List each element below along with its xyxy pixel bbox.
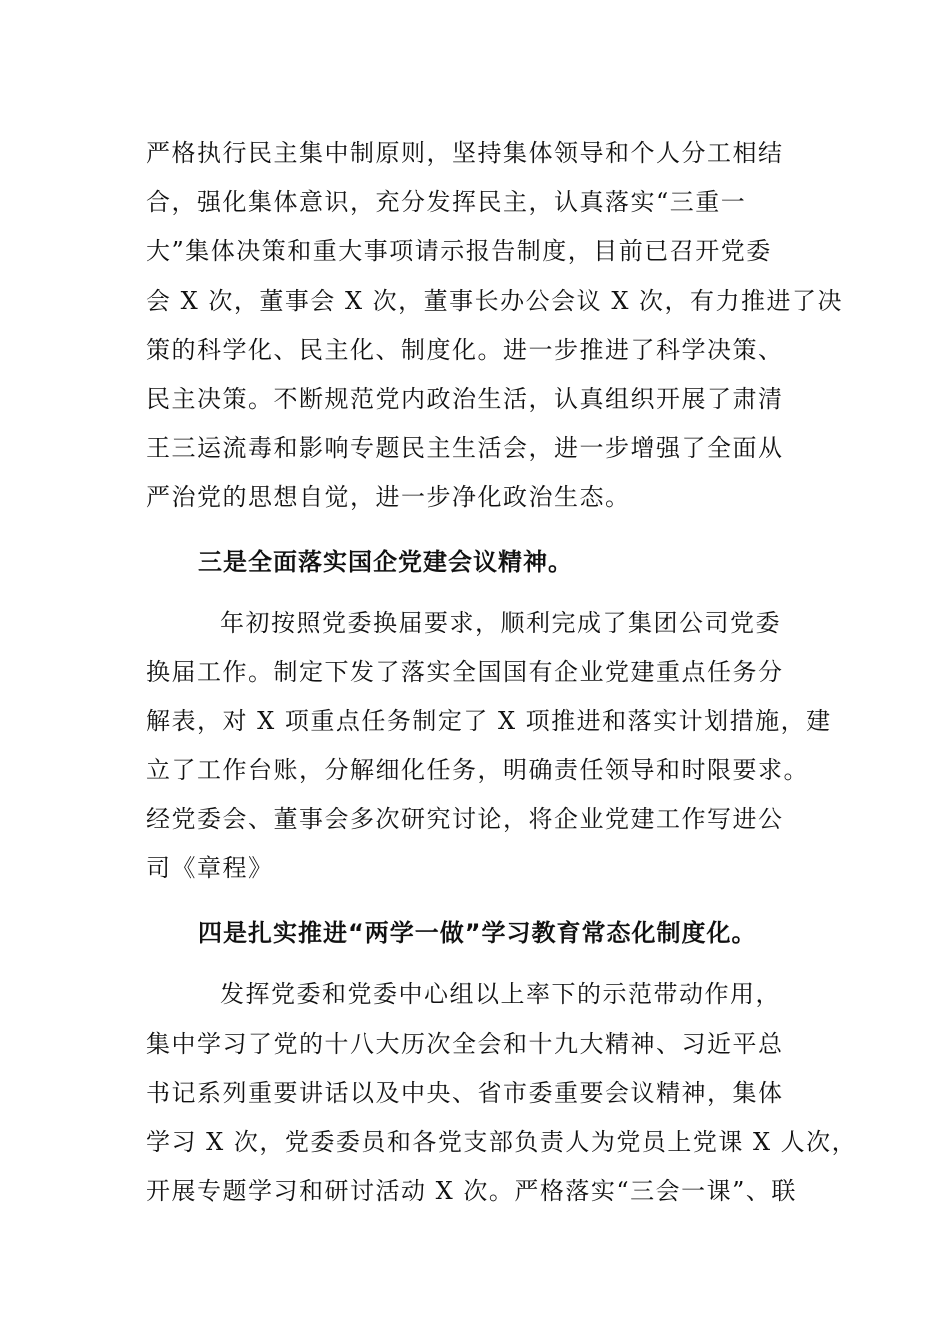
- paragraph-line: 书记系列重要讲话以及中央、省市委重要会议精神，集体: [146, 1079, 784, 1107]
- paragraph-line: 换届工作。制定下发了落实全国国有企业党建重点任务分: [146, 658, 784, 686]
- section-heading-4: 四是扎实推进“两学一做”学习教育常态化制度化。: [198, 919, 757, 947]
- paragraph-line: 策的科学化、民主化、制度化。进一步推进了科学决策、: [146, 336, 784, 364]
- paragraph-line: 发挥党委和党委中心组以上率下的示范带动作用，: [220, 980, 781, 1008]
- paragraph-line: 司《章程》: [146, 854, 274, 882]
- paragraph-line: 严治党的思想自觉，进一步净化政治生态。: [146, 483, 631, 511]
- paragraph-line: 严格执行民主集中制原则，坚持集体领导和个人分工相结: [146, 139, 784, 167]
- paragraph-line: 民主决策。不断规范党内政治生活，认真组织开展了肃清: [146, 385, 784, 413]
- paragraph-line: 学习 X 次，党委委员和各党支部负责人为党员上党课 X 人次，: [146, 1128, 858, 1156]
- paragraph-line: 集中学习了党的十八大历次全会和十九大精神、习近平总: [146, 1030, 784, 1058]
- section-heading-3: 三是全面落实国企党建会议精神。: [198, 548, 573, 576]
- paragraph-line: 解表，对 X 项重点任务制定了 X 项推进和落实计划措施，建: [146, 707, 832, 735]
- paragraph-line: 经党委会、董事会多次研究讨论，将企业党建工作写进公: [146, 805, 784, 833]
- paragraph-line: 开展专题学习和研讨活动 X 次。严格落实“三会一课”、联: [146, 1177, 797, 1205]
- paragraph-line: 大”集体决策和重大事项请示报告制度，目前已召开党委: [146, 237, 772, 265]
- paragraph-line: 立了工作台账，分解细化任务，明确责任领导和时限要求。: [146, 756, 809, 784]
- paragraph-line: 会 X 次，董事会 X 次，董事长办公会议 X 次，有力推进了决: [146, 287, 844, 315]
- paragraph-line: 王三运流毒和影响专题民主生活会，进一步增强了全面从: [146, 434, 784, 462]
- paragraph-line: 年初按照党委换届要求，顺利完成了集团公司党委: [220, 609, 781, 637]
- paragraph-line: 合，强化集体意识，充分发挥民主，认真落实“三重一: [146, 188, 747, 216]
